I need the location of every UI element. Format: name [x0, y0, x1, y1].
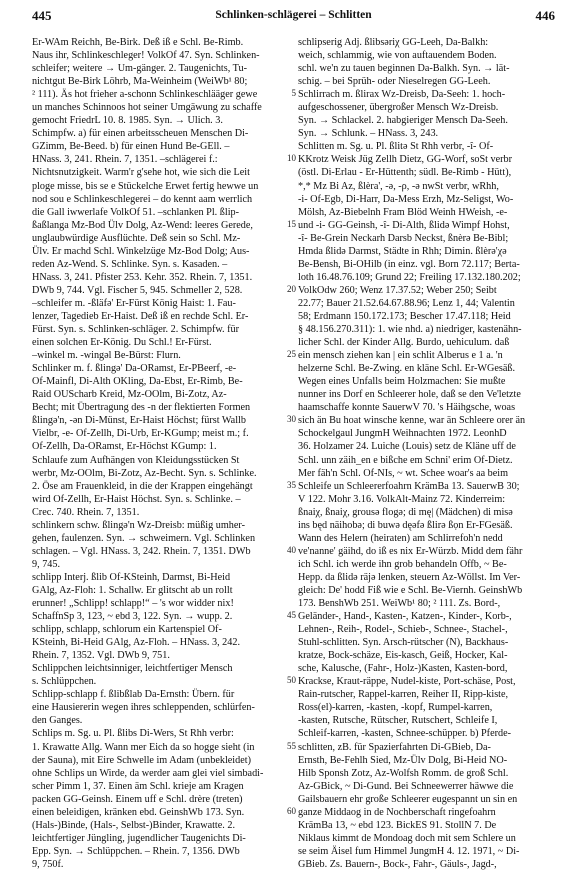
- text-line: die Gall iwwerlafe VolkOf 51. –schlanken Pl. ßlip-: [32, 206, 240, 218]
- text-line: Nichtsnutzigkeit. Warm'r g'sehe hot, wie sich die Leit: [32, 167, 250, 179]
- text-line: aufgeschossener, übergroßer Mensch Wz-Dreisb.: [298, 102, 499, 114]
- text-line: schlipserig Adj. ßlibsəriχ GG-Leeh, Da-Balkh:: [298, 37, 489, 48]
- text-line: Schockelgaul JungmH Weihnachten 1972. LeonhD: [298, 428, 507, 440]
- text-line: loth 16.48.76.109; Grund 22; Freiling 17.132.180.202;: [298, 271, 521, 283]
- text-line: ßlingə'n, -ən Di-Münst, Er-Haist Höchst; fürst Wallb: [32, 415, 246, 427]
- text-line: Crec. 740. Rhein. 7, 1351.: [32, 506, 140, 518]
- text-line: Schleif-karren, -kasten, Schnee-schüpper. b) Pferde-: [298, 728, 512, 740]
- text-line: unglaubwürdige Ausflüchte. Deß sein so Schl. Mz-: [32, 232, 241, 244]
- line-number: 30: [287, 414, 296, 425]
- text-line: Schlaufe zum Aufhängen von Kleidungsstücken St: [32, 454, 240, 466]
- text-line: GBieb. Zs. Bauern-, Bock-, Fahr-, Gäuls-, Jagd-,: [298, 858, 497, 870]
- text-line: KKrotz Weisk Jüg Zellh Dietz, GG-Worf, soSt verbr: [298, 154, 513, 166]
- page-number-left: 445: [32, 8, 52, 23]
- text-line: Hilb Sponsh Zotz, Az-Wolfsh Romm. de groß Schl.: [298, 767, 509, 779]
- text-line: schig. – bei Sprüh- oder Nieselregen GG-Leeh.: [298, 76, 491, 88]
- text-line: Schlipp-schlapp f. ßlibßlab Da-Ernsth: Übern. für: [32, 689, 235, 701]
- text-line: gemocht FriedrL 10. 8. 1985. Syn. → Ulich. 3.: [32, 115, 223, 127]
- text-line: weich, schlammig, wie von auftauendem Boden.: [298, 50, 497, 62]
- text-line: erunner! „Schlipp! schlapp!“ – 's wor widder nix!: [32, 598, 234, 610]
- text-line: Rhein. 7, 1352. Vgl. DWb 9, 751.: [32, 650, 170, 662]
- text-line: Hepp. da ßlidə räjə lenken, steuern Az-Wöllst. Im Ver-: [298, 571, 521, 583]
- text-line: einen solchen Er-König. Du Schl.! Er-Fürst.: [32, 337, 212, 349]
- text-line: Schimpfw. a) für einen arbeitsscheuen Menschen Di-: [32, 128, 249, 140]
- text-line: Vielbr, -e- Of-Zellh, Di-Urb, Er-KGump; meist m.; f.: [32, 428, 249, 440]
- text-line: Wann des Helern (heiraten) am Schlirrefoh'n nedd: [298, 532, 503, 544]
- text-line: Wegen eines Unfalls beim Holzmachen: Sie mußte: [298, 376, 506, 388]
- line-number-gutter: [280, 36, 296, 836]
- text-line: Schlirrach m. ßlirax Wz-Dreisb, Da-Seeh: 1. hoch-: [298, 89, 506, 101]
- text-line: SchaffnSp 3, 123, ~ ebd 3, 122. Syn. → wupp. 2.: [32, 611, 233, 623]
- text-line: Syn. → Schlackel. 2. habgieriger Mensch Da-Seeh.: [298, 115, 508, 127]
- text-line: nod sou e Schlinkeschlegerei – do kennt aam werrlich: [32, 193, 253, 205]
- text-line: HNass. 3, 241. Pfister 253. Kehr. 352. Rhein. 7, 1351.: [32, 271, 253, 283]
- text-line: sche, Kalusche, (Fahr-, Holz-)Kasten, Kasten-bord,: [298, 663, 508, 675]
- text-line: der Sauna), mit Eire Schwelle im Adam (unbekleidet): [32, 754, 251, 766]
- text-line: Geländer-, Hand-, Kasten-, Katzen-, Kinder-, Korb-,: [298, 611, 512, 623]
- text-line: Schlips m. Sg. u. Pl. ßlibs Di-Wers, St Rhh verbr:: [32, 728, 234, 740]
- text-line: ßaßlanga Mz-Bod Ülv Dolg, Az-Wend: leeres Gerede,: [32, 219, 253, 231]
- text-line: (östl. Di-Erlau - Er-Hüttenth; südl. Be-Rimb - Hütt),: [298, 167, 512, 179]
- text-line: Ernsth, Be-Fehlh Sied, Mz-Ülv Dolg, Bi-Heid NO-: [298, 754, 508, 766]
- text-line: werbr, Mz-OOlm, Bi-Zotz, Az-Becht. Syn. s. Schlinke.: [32, 467, 257, 479]
- text-line: *,* Mz Bi Az, ßlèra', -ə, -ρ, -ə nwSt verbr, wRhh,: [298, 180, 499, 192]
- text-line: ein mensch ziehen kan | ein schlit Alberus e 1 a. 'n: [298, 350, 503, 362]
- text-line: helzerne Schl. Be-Zwing. en kläne Schl. Er-WGesäß.: [298, 363, 516, 375]
- text-line: V 122. Mohr 3.16. VolkAlt-Mainz 72. Kinderreim:: [298, 493, 506, 505]
- text-line: Syn. → Schlunk. – HNass. 3, 243.: [298, 128, 439, 140]
- text-line: Mer fäh'n Schl. Of-NIs, ~ wt. Schee woar's aa beim: [298, 467, 509, 479]
- text-line: Mölsh, Az-Biebelnh Fram Blöd Weinh HWeish, -e-: [298, 206, 508, 218]
- text-line: leichtfertiger Jüngling, jugendlicher Taugenichts Di-: [32, 832, 246, 844]
- text-line: nichtgut Be-Birk Löhrb, Ma-Weinheim (WeiWb¹ 80;: [32, 76, 248, 88]
- text-line: 9, 745.: [32, 558, 61, 570]
- page-number-right: 446: [535, 8, 555, 23]
- text-line: 22.77; Bauer 21.52.64.67.88.96; Lenz 1, 44; Valentin: [298, 297, 515, 309]
- text-line: wird Of-Zellh, Er-Haist Höchst. Syn. s. Schlinke. –: [32, 493, 241, 505]
- text-line: Epp. Syn. → Schlüppchen. – Rhein. 7, 1356. DWb: [32, 845, 240, 857]
- text-line: Hmda ßlidə Darmst, Städte in Rhh; Dimin. ßlèrə'χə: [298, 245, 507, 257]
- text-line: ich Schl. ich werde ihn grob behandeln Offb, ~ Be-: [298, 558, 507, 570]
- text-line: -i- Of-Egb, Di-Harr, Da-Mess Erzh, Mz-Seligst, Wo-: [298, 193, 514, 205]
- text-line: schlagen. – Vgl. HNass. 3, 242. Rhein. 7, 1351. DWb: [32, 545, 251, 557]
- text-line: Az-GBick, ~ Di-Gund. Bei Schneewerrer häwwe die: [298, 780, 514, 792]
- text-line: Schleife un Schleererfoahrn KrämBa 13. SauerwB 30;: [298, 480, 520, 492]
- text-line: Gailsbauern ehr große Schleerer eugespannt un sin en: [298, 793, 518, 805]
- text-line: Schl. unn zäih_en e bißche em Schni' erim Of-Dietz.: [298, 454, 513, 466]
- text-line: s. Schlüppchen.: [32, 676, 97, 688]
- text-line: ohne Schlips un Wirde, da werder aam glei viel simbadi-: [32, 767, 264, 779]
- text-line: Niklaus kimmt de Mondoag doch mit sem Schlere un: [298, 832, 516, 844]
- text-line: Schlinker m. f. ßlingə' Da-ORamst, Er-PBeerf, -e-: [32, 363, 237, 375]
- text-line: un manches Schinnoos hot seiner Umgäwung zu schaffe: [32, 102, 262, 114]
- text-line: –schleifer m. -ßläfə' Er-Fürst König Haist: 1. Fau-: [32, 297, 236, 309]
- text-line: KSteinh, Bi-Heid GAlg, Az-Floh. – HNass. 3, 242.: [32, 637, 240, 649]
- line-number: 55: [287, 740, 296, 751]
- running-title: Schlinken-schlägerei – Schlitten: [215, 9, 372, 21]
- text-line: ve'nanne' gäihd, do iß es nix Er-Würzb. Midd dem fähr: [298, 545, 523, 557]
- left-column: [32, 36, 290, 871]
- text-line: ganze Middaog in de Nochberschaft ringefoahrn: [298, 806, 496, 818]
- text-line: Schlippchen leichtsinniger, leichtfertiger Mensch: [32, 663, 233, 675]
- text-line: 173. BenshWb 251. WeiWb¹ 80; ² 111. Zs. Bord-,: [298, 598, 501, 610]
- line-number: 35: [287, 479, 296, 490]
- text-line: Naus ihr, Schlinkeschleger! VolkOf 47. Syn. Schlinken-: [32, 50, 260, 62]
- text-line: GZimm, Be-Beed. b) für einen Hund Be-GEll. –: [32, 141, 230, 153]
- text-line: den Ganges.: [32, 715, 83, 727]
- text-line: Stuhl-schlitten. Syn. Arsch-rütscher (N), Backhaus-: [298, 637, 509, 649]
- right-column: [298, 36, 556, 871]
- line-number: 15: [287, 218, 296, 229]
- text-line: ßnaiχ, ßnaiχ, grousə flogə; di mę| (Mädchen) di misə: [298, 506, 513, 518]
- text-line: reden Az-Wend. S. Schlinke. Syn. s. Kasaden. –: [32, 258, 228, 270]
- text-line: licher Schl. der Kinder Allg. Burdo, uehiculum. daß: [298, 337, 510, 349]
- text-line: Of-Zellh, Da-ORamst, Er-Höchst KGump: 1.: [32, 441, 217, 453]
- text-line: Becht; mit Übertragung des -n der flektierten Formen: [32, 402, 251, 414]
- text-line: DWb 9, 744. Vgl. Fischer 5, 945. Schmeller 2, 528.: [32, 284, 243, 296]
- text-line: HNass. 3, 241. Rhein. 7, 1351. –schlägerei f.:: [32, 154, 218, 166]
- text-line: eine Hausiererin wegen ihres schleppenden, schlürfen-: [32, 702, 255, 714]
- text-line: -kasten, Rutsche, Rütscher, Rutschert, Schleife I,: [298, 715, 498, 727]
- text-line: schlinkern schw. ßlingə'n Wz-Dreisb: müßig umher-: [32, 519, 245, 531]
- text-line: 1. Krawatte Allg. Wann mer Eich da so hogge sieht (in: [32, 741, 255, 753]
- text-line: Raid OUScharb Kreid, Mz-OOlm, Bi-Zotz, Az-: [32, 389, 227, 401]
- line-number: 25: [287, 349, 296, 360]
- text-line: Krackse, Kraut-räppe, Nudel-kiste, Port-schäse, Post,: [298, 676, 516, 688]
- text-line: gleich: De' hodd Fiß wie e Schl. Be-Viernh. GeinshWb: [298, 584, 523, 596]
- text-line: lenzer, Tagedieb Er-Haist. Deß iß en rechde Schl. Er-: [32, 310, 249, 322]
- text-line: Ross(el)-karren, -kasten, -kopf, Rumpel-karren,: [298, 702, 493, 714]
- text-line: Lehnen-, Reih-, Rodel-, Schieb-, Schnee-, Stachel-,: [298, 624, 508, 636]
- text-line: 9, 750f.: [32, 858, 64, 870]
- text-line: se seim Äisel fum Himmel JungmH 4. 12. 1971, ~ Di-: [298, 845, 520, 857]
- text-line: packen GG-Geinsh. Einem uff e Schl. drère (treten): [32, 793, 243, 805]
- text-line: gehen, faulenzen. Syn. → schweimern. Vgl. Schlinken: [32, 532, 256, 544]
- text-line: 36. Holzamer 24. Luiche (Louis) setz de Kläne uff de: [298, 441, 516, 453]
- text-line: und -i- GG-Geinsh, -î- Di-Alth, ßlidə Wimpf Hohst,: [298, 219, 510, 231]
- line-number: 60: [287, 805, 296, 816]
- text-line: schlipp, schlapp, schlorum ein Kartenspiel Of-: [32, 624, 222, 636]
- text-line: scher Pimm 1, 37. Einen äm Schl. krieje am Kragen: [32, 780, 244, 792]
- text-line: ploge misse, bis se e Stückelche Erwet fertig hewwe un: [32, 180, 259, 192]
- text-line: (Hals-)Binde, (Hals-, Selbst-)Binder, Krawatte. 2.: [32, 819, 236, 831]
- text-line: kratze, Bock-schäze, Eis-kasch, Geiß, Hocker, Kal-: [298, 650, 508, 662]
- text-line: einen beleidigen, kränken ebd. GeinshWb 173. Syn.: [32, 806, 245, 818]
- line-number: 45: [287, 610, 296, 621]
- text-line: schleifer; weitere → Um-gänger. 2. Taugenichts, Tu-: [32, 63, 247, 75]
- line-number: 50: [287, 675, 296, 686]
- text-line: Rain-rutscher, Rappel-karren, Reiher II, Ripp-kiste,: [298, 689, 509, 701]
- text-line: Fürst. Syn. s. Schlinken-schläger. 2. Schimpfw. für: [32, 324, 240, 336]
- text-line: Of-Mainfl, Di-Alth OKling, Da-Ebst, Er-Rimb, Be-: [32, 376, 243, 388]
- text-line: sich än Bu hoat winsche kenne, war än Schleere orer än: [298, 415, 526, 427]
- text-line: schlitten, zB. für Spazierfahrten Di-GBieb, Da-: [298, 741, 491, 753]
- text-line: –winkel m. -wingəl Be-Bürst: Flurn.: [32, 350, 181, 362]
- line-number: 5: [291, 88, 296, 99]
- text-line: -î- Be-Grein Neckarh Darsb Neckst, ßnèrə Be-Bibl;: [298, 232, 509, 244]
- text-line: KrämBa 13, ~ ebd 123. BickES 91. StollN 7. De: [298, 819, 497, 831]
- text-line: § 48.156.270.311): 1. wie nhd. a) niedriger, kastenähn-: [298, 324, 522, 336]
- text-line: ins będ näihobə; di buwə dęəfə ßlirə ßọn Er-FGesäß.: [298, 519, 513, 531]
- text-line: schlipp Interj. ßlib Of-KSteinh, Darmst, Bi-Heid: [32, 571, 231, 583]
- line-number: 20: [287, 283, 296, 294]
- text-line: haamschaffe konnte SauerwV 70. 's Häihgsche, woas: [298, 402, 516, 414]
- line-number: 10: [287, 153, 296, 164]
- text-line: 58; Erdmann 150.172.173; Bescher 17.47.118; Heid: [298, 310, 511, 322]
- text-line: Be-Bensh, Bi-OHilb (in einz. vgl. Born 72.117; Berta-: [298, 258, 520, 270]
- text-line: 2. Öse am Frauenkleid, in die der Krappen eingehängt: [32, 480, 253, 492]
- text-line: VolkOdw 260; Wenz 17.37.52; Weber 250; Seibt: [298, 284, 497, 296]
- text-line: ² 111). Äs hot frieher a-schonn Schlinkeschlääger gewe: [32, 89, 258, 101]
- text-line: nunner ins Dorf en Schleerer hole, daß se den Ve'letzte: [298, 389, 521, 401]
- text-line: schl. we'n zu tauen beginnen Da-Balkh. Syn. → lät-: [298, 63, 510, 75]
- text-line: Schlitten m. Sg. u. Pl. ßlitə St Rhh verbr, -î- Of-: [298, 141, 494, 153]
- text-line: Er-WAm Reichh, Be-Birk. Deß iß e Schl. Be-Rimb.: [32, 37, 244, 48]
- text-line: GAlg, Az-Floh: 1. Schallw. Er glitscht ab un rollt: [32, 584, 233, 596]
- text-line: Ülv. Er machd Schl. Winkelzüge Mz-Bod Dolg; Aus-: [32, 245, 250, 257]
- running-header: [0, 4, 587, 24]
- line-number: 40: [287, 544, 296, 555]
